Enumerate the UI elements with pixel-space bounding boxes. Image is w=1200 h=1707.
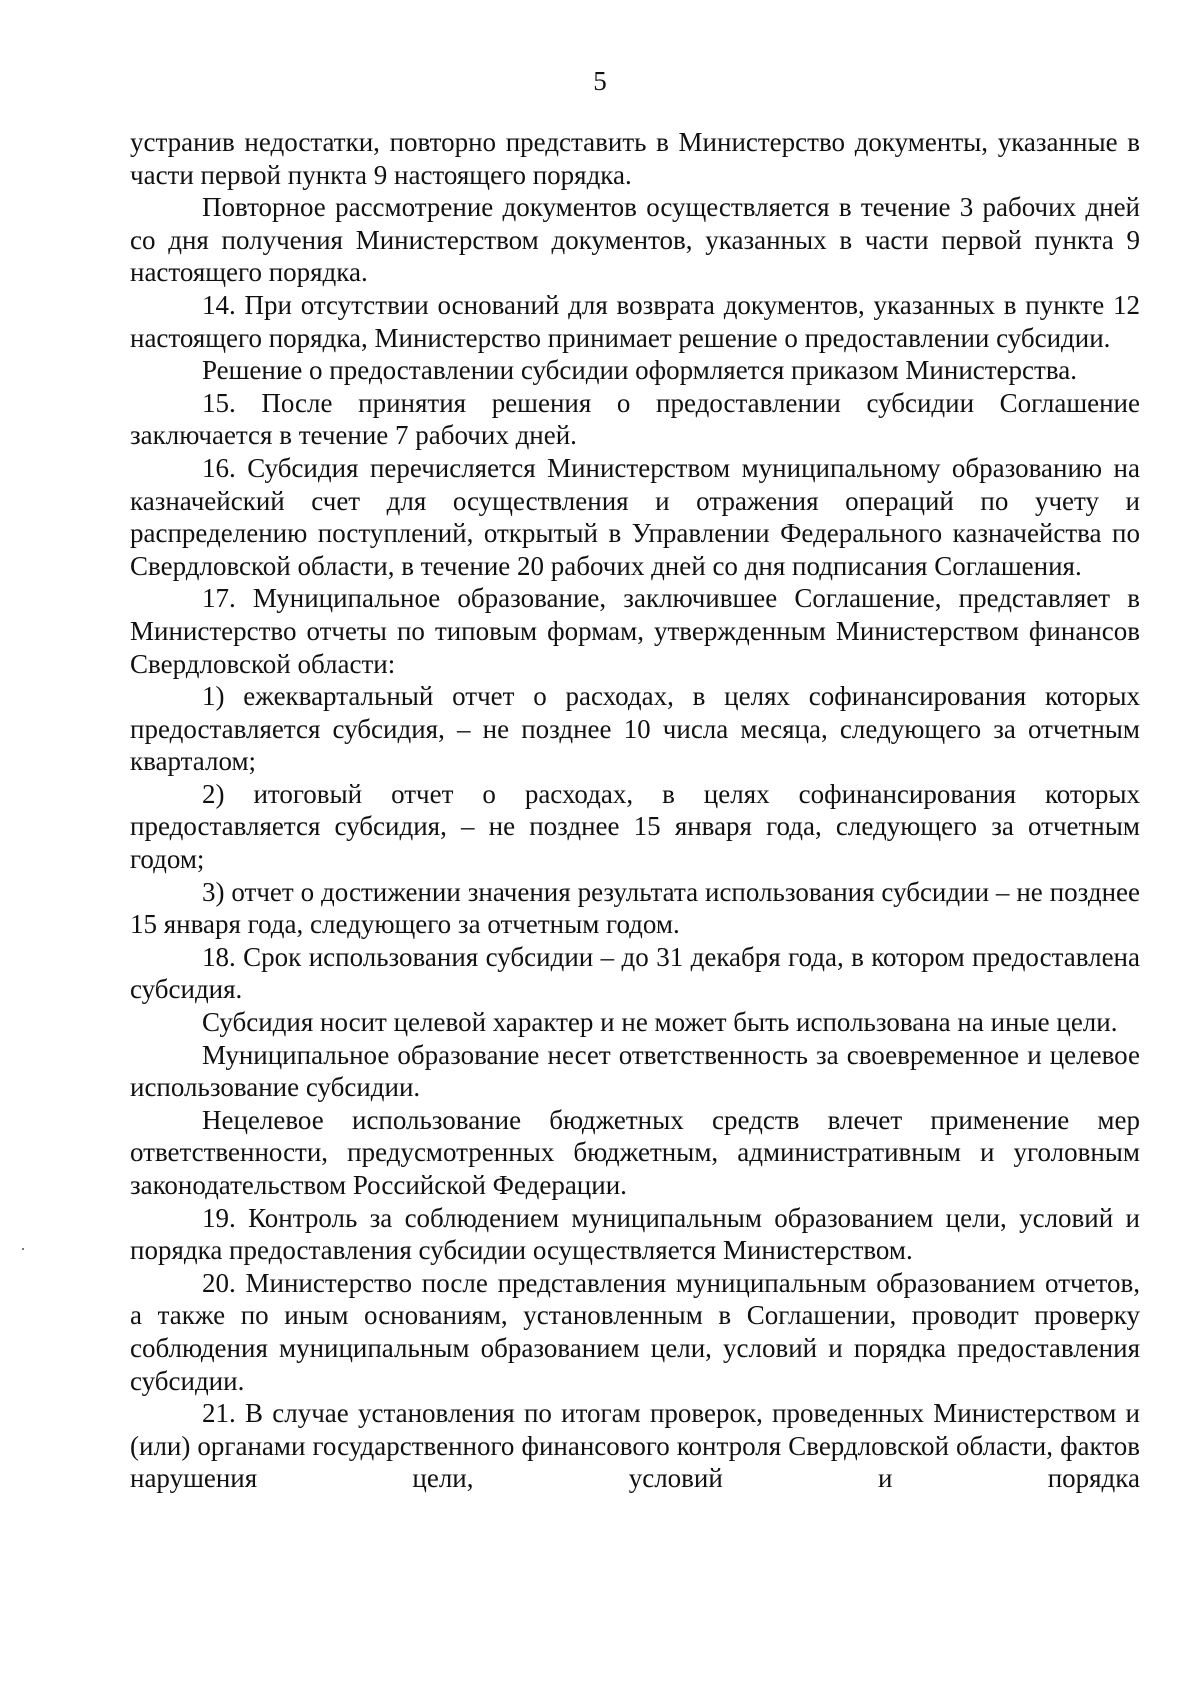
paragraph: Повторное рассмотрение документов осуществляется в течение 3 рабочих дней со дня получения Министерством документов, указанных в части первой пункта 9 настоящего порядка. xyxy=(130,192,1140,288)
paragraph-item-20: 20. Министерство после представления муниципальным образованием отчетов, а также по иным основаниям, установленным в Соглашении, проводит проверку соблюдения муниципальным образованием цели, условий и порядка предоставления субсидии. xyxy=(130,1267,1140,1396)
paragraph-item-16: 16. Субсидия перечисляется Министерством муниципальному образованию на казначейский счет для осуществления и отражения операций по учету и распределению поступлений, открытый в Управлении Федерального казначейства по Свердловской области, в течение 20 рабочих дней со дня подписания Соглашения. xyxy=(130,452,1140,581)
document-body xyxy=(130,126,1140,1495)
paragraph: Решение о предоставлении субсидии оформляется приказом Министерства. xyxy=(202,355,1077,386)
page-number: 5 xyxy=(593,66,607,96)
paragraph-item-19: 19. Контроль за соблюдением муниципальным образованием цели, условий и порядка предоставления субсидии осуществляется Министерством. xyxy=(130,1202,1140,1266)
scan-speck xyxy=(22,1248,24,1250)
paragraph: Муниципальное образование несет ответственность за своевременное и целевое использование субсидии. xyxy=(130,1039,1140,1103)
paragraph-item-14: 14. При отсутствии оснований для возврата документов, указанных в пункте 12 настоящего порядка, Министерство принимает решение о предоставлении субсидии. xyxy=(130,289,1140,353)
paragraph-item-17: 17. Муниципальное образование, заключившее Соглашение, представляет в Министерство отчеты по типовым формам, утвержденным Министерством финансов Свердловской области: xyxy=(130,583,1140,679)
list-item-2: 2) итоговый отчет о расходах, в целях софинансирования которых предоставляется субсидия, – не позднее 15 января года, следующего за отчетным годом; xyxy=(130,778,1140,875)
list-item-3: 3) отчет о достижении значения результата использования субсидии – не позднее 15 января года, следующего за отчетным годом. xyxy=(130,876,1140,940)
paragraph: Нецелевое использование бюджетных средств влечет применение мер ответственности, предусмотренных бюджетным, административным и уголовным законодательством Российской Федерации. xyxy=(130,1104,1140,1200)
paragraph: Субсидия носит целевой характер и не может быть использована на иные цели. xyxy=(202,1007,1118,1038)
paragraph-item-15: 15. После принятия решения о предоставлении субсидии Соглашение заключается в течение 7 рабочих дней. xyxy=(130,387,1140,451)
list-item-1: 1) ежеквартальный отчет о расходах, в целях софинансирования которых предоставляется субсидия, – не позднее 10 числа месяца, следующего за отчетным кварталом; xyxy=(130,681,1140,777)
paragraph-item-21: 21. В случае установления по итогам проверок, проведенных Министерством и (или) органами государственного финансового контроля Свердловской области, фактов нарушения цели, условий и порядка xyxy=(130,1398,1140,1494)
paragraph-item-18: 18. Срок использования субсидии – до 31 декабря года, в котором предоставлена субсидия. xyxy=(130,941,1140,1005)
paragraph-continuation: устранив недостатки, повторно представить в Министерство документы, указанные в части первой пункта 9 настоящего порядка. xyxy=(130,127,1140,190)
